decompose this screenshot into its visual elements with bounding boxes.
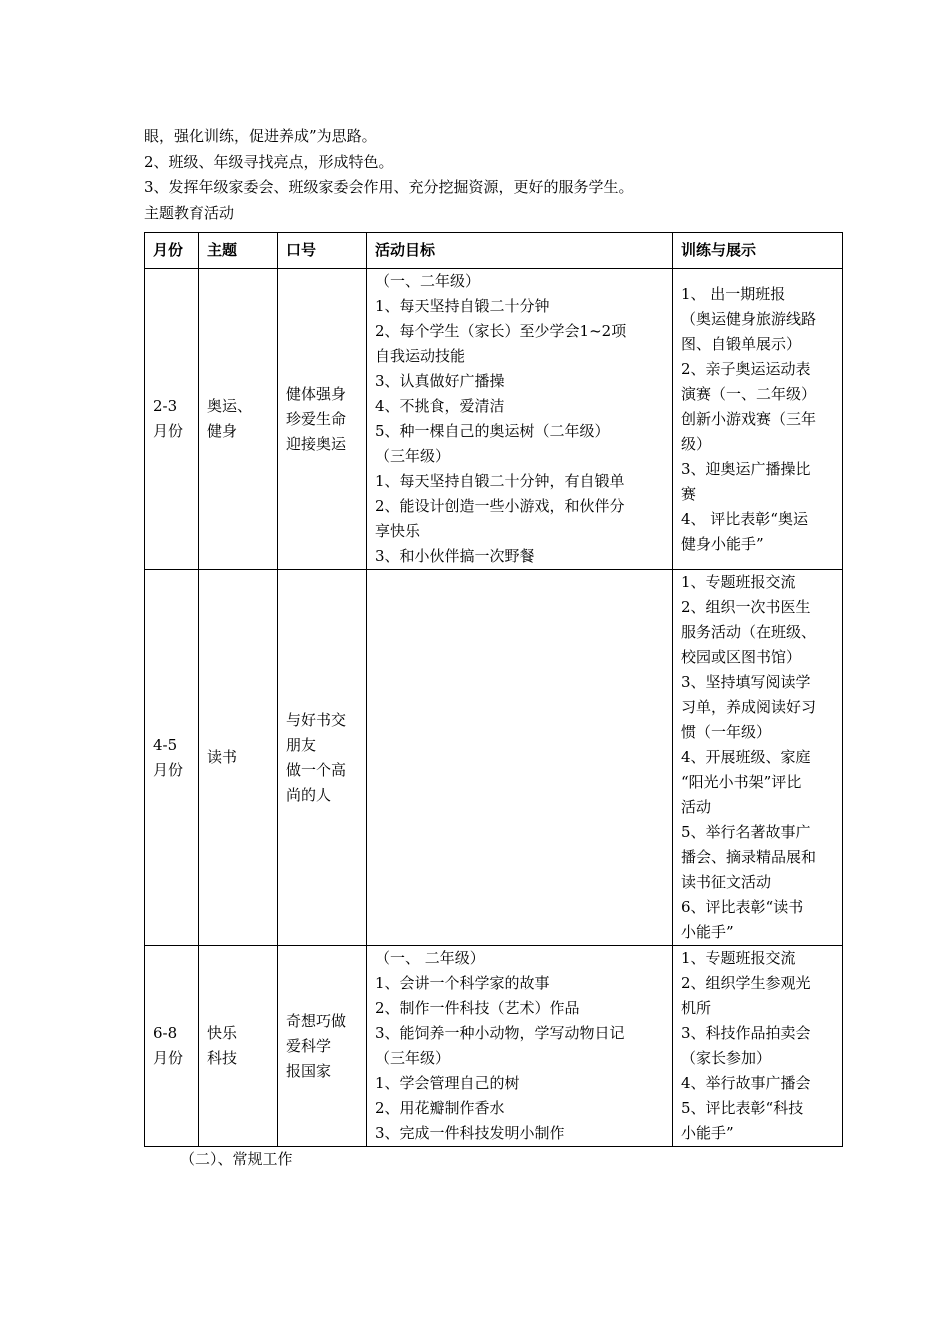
table-row — [145, 946, 843, 1147]
table-row — [145, 269, 843, 570]
theme-line: 读书 — [207, 748, 238, 766]
show-line: 机所 — [681, 999, 712, 1017]
goals-line: 自我运动技能 — [375, 347, 466, 365]
show-line: 2、组织一次书医生 — [681, 598, 811, 616]
goals-line: 享快乐 — [375, 522, 421, 540]
theme-activity-table — [144, 232, 843, 1147]
show-line: 5、评比表彰“科技 — [681, 1099, 804, 1117]
footer-heading: （二）、常规工作 — [180, 1150, 293, 1168]
cell-slogan — [278, 570, 367, 946]
show-line: 校园或区图书馆） — [681, 648, 802, 666]
goals-line: 3、能饲养一种小动物，学写动物日记 — [375, 1024, 625, 1042]
goals-line: 3、认真做好广播操 — [375, 372, 505, 390]
show-line: 2、组织学生参观光 — [681, 974, 811, 992]
theme-line: 奥运、 — [207, 397, 253, 415]
theme-line: 健身 — [207, 422, 238, 440]
show-line: 服务活动（在班级、 — [681, 623, 817, 641]
show-line: 3、科技作品拍卖会 — [681, 1024, 811, 1042]
month-line: 4-5 — [153, 735, 178, 754]
show-line: 小能手” — [681, 923, 734, 941]
cell-month — [145, 946, 199, 1147]
cell-month — [145, 570, 199, 946]
goals-line: （三年级） — [375, 1049, 451, 1067]
show-line: 4、 评比表彰“奥运 — [681, 509, 808, 528]
goals-line: 5、种一棵自己的奥运树（二年级） — [375, 422, 610, 440]
show-line: 惯（一年级） — [681, 723, 772, 741]
goals-line: 2、能设计创造一些小游戏，和伙伴分 — [375, 497, 625, 515]
show-line: 播会、摘录精品展和 — [681, 848, 817, 866]
cell-goals — [367, 570, 673, 946]
slogan-line: 珍爱生命 — [286, 409, 347, 428]
show-line: 图、自锻单展示） — [681, 334, 802, 353]
cell-show — [673, 946, 843, 1147]
show-line: 2、亲子奥运运动表 — [681, 359, 811, 378]
show-line: 习单，养成阅读好习 — [681, 698, 817, 716]
slogan-line: 奇想巧做 — [286, 1011, 347, 1030]
goals-line: 1、会讲一个科学家的故事 — [375, 974, 550, 992]
show-line: 4、开展班级、家庭 — [681, 748, 811, 766]
month-line: 月份 — [153, 760, 184, 779]
table-header-row — [145, 233, 843, 269]
goals-line: 2、用花瓣制作香水 — [375, 1099, 505, 1117]
show-line: 1、 出一期班报 — [681, 284, 786, 303]
section-title: 主题教育活动 — [144, 204, 235, 222]
intro-line-2: 2、班级、年级寻找亮点，形成特色。 — [144, 153, 394, 171]
show-line: 创新小游戏赛（三年 — [681, 409, 817, 428]
show-line: 小能手” — [681, 1124, 734, 1142]
table-row — [145, 570, 843, 946]
cell-slogan — [278, 269, 367, 570]
cell-slogan — [278, 946, 367, 1147]
show-line: “阳光小书架”评比 — [681, 773, 802, 791]
month-line: 月份 — [153, 1049, 184, 1067]
cell-goals — [367, 269, 673, 570]
cell-theme — [199, 570, 278, 946]
show-line: 级） — [681, 434, 712, 453]
header-month: 月份 — [145, 233, 199, 269]
goals-line: 1、每天坚持自锻二十分钟 — [375, 297, 550, 315]
header-show: 训练与展示 — [673, 233, 843, 269]
cell-goals — [367, 946, 673, 1147]
show-line: 6、评比表彰“读书 — [681, 898, 804, 916]
cell-theme — [199, 946, 278, 1147]
show-line: （奥运健身旅游线路 — [681, 309, 817, 328]
theme-line: 科技 — [207, 1049, 238, 1067]
cell-month — [145, 269, 199, 570]
goals-line: 2、制作一件科技（艺术）作品 — [375, 999, 580, 1017]
show-line: 健身小能手” — [681, 534, 764, 553]
slogan-line: 报国家 — [286, 1061, 332, 1080]
slogan-line: 与好书交 — [286, 710, 347, 729]
slogan-line: 做一个高 — [286, 760, 347, 779]
goals-line: 2、每个学生（家长）至少学会1~2项 — [375, 322, 627, 340]
intro-line-3: 3、发挥年级家委会、班级家委会作用、充分挖掘资源，更好的服务学生。 — [144, 178, 634, 196]
theme-line: 快乐 — [207, 1024, 238, 1042]
slogan-line: 爱科学 — [286, 1036, 332, 1055]
show-line: 3、迎奥运广播操比 — [681, 459, 811, 478]
header-slogan: 口号 — [278, 233, 367, 269]
slogan-line: 健体强身 — [286, 384, 347, 403]
slogan-line: 朋友 — [286, 735, 317, 754]
cell-show — [673, 269, 843, 570]
show-line: 读书征文活动 — [681, 873, 772, 891]
cell-show — [673, 570, 843, 946]
show-line: 5、举行名著故事广 — [681, 823, 811, 841]
show-line: 1、专题班报交流 — [681, 949, 796, 967]
cell-theme — [199, 269, 278, 570]
goals-line: 3、完成一件科技发明小制作 — [375, 1124, 565, 1142]
goals-line: （三年级） — [375, 447, 451, 465]
header-goals: 活动目标 — [367, 233, 673, 269]
slogan-line: 迎接奥运 — [286, 434, 347, 453]
show-line: 3、坚持填写阅读学 — [681, 673, 811, 691]
goals-line: （一、二年级） — [375, 272, 481, 290]
month-line: 2-3 — [153, 397, 178, 415]
month-line: 月份 — [153, 422, 184, 440]
intro-line-1: 眼，强化训练，促进养成”为思路。 — [144, 127, 377, 145]
goals-line: （一、 二年级） — [375, 949, 485, 967]
slogan-line: 尚的人 — [286, 785, 332, 804]
goals-line: 1、每天坚持自锻二十分钟，有自锻单 — [375, 472, 625, 490]
show-line: 4、举行故事广播会 — [681, 1074, 811, 1092]
goals-line: 1、学会管理自己的树 — [375, 1074, 520, 1092]
show-line: 赛 — [681, 484, 697, 503]
show-line: 1、专题班报交流 — [681, 573, 796, 591]
month-line: 6-8 — [153, 1024, 178, 1042]
show-line: 活动 — [681, 798, 712, 816]
goals-line: 3、和小伙伴搞一次野餐 — [375, 547, 535, 565]
show-line: 演赛（一、二年级） — [681, 384, 817, 403]
show-line: （家长参加） — [681, 1049, 772, 1067]
header-theme: 主题 — [199, 233, 278, 269]
goals-line: 4、不挑食，爱清洁 — [375, 397, 505, 415]
